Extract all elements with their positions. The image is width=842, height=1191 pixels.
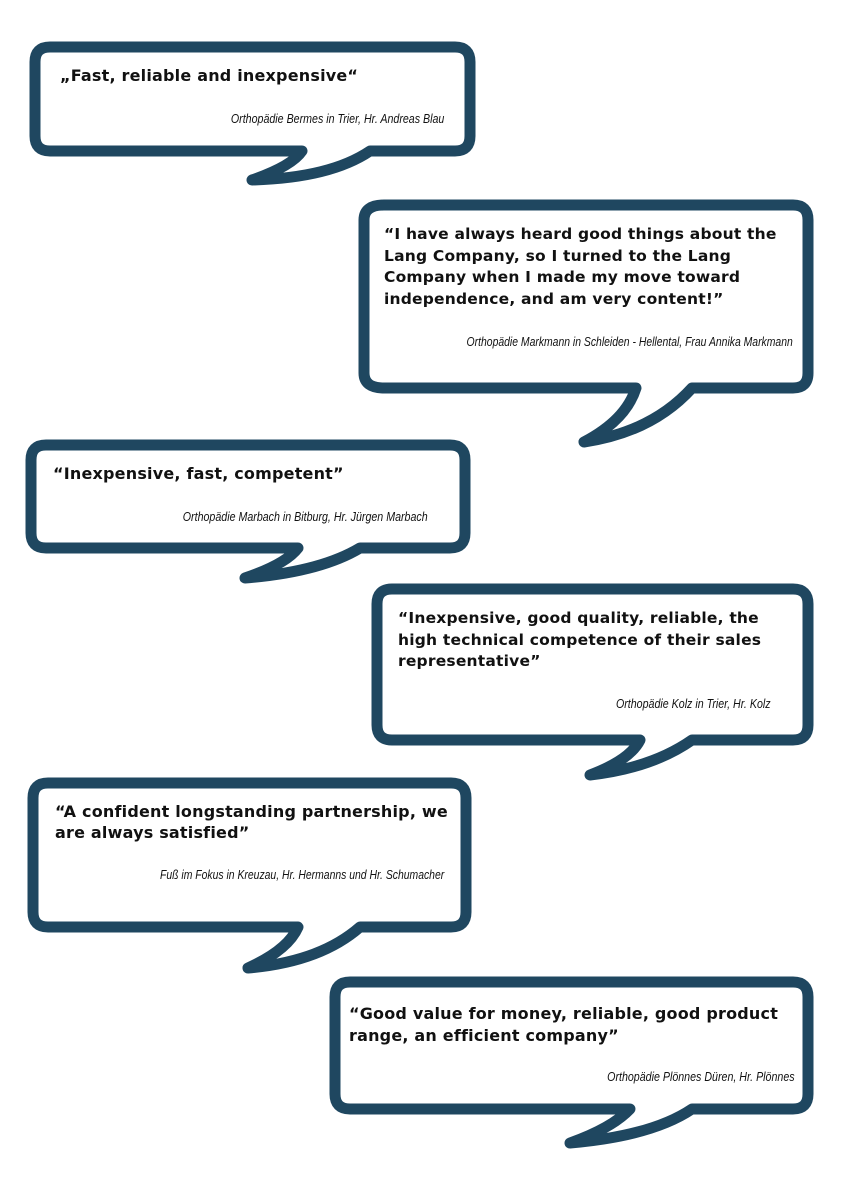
testimonial-quote: “Good value for money, reliable, good product range, an efficient company” — [349, 1004, 779, 1045]
testimonial-author: Fuß im Fokus in Kreuzau, Hr. Hermanns und Hr. Schumacher — [159, 867, 444, 882]
testimonial-author: Orthopädie Markmann in Schleiden - Hellental, Frau Annika Markmann — [466, 334, 793, 349]
testimonial-author: Orthopädie Plönnes Düren, Hr. Plönnes — [607, 1069, 795, 1084]
testimonial-quote: „Fast, reliable and inexpensive“ — [60, 66, 359, 85]
testimonial-quote: “Inexpensive, fast, competent” — [53, 464, 344, 483]
testimonial-quote: “A confident longstanding partnership, we are always satisfied” — [55, 802, 448, 842]
testimonial-author: Orthopädie Bermes in Trier, Hr. Andreas Blau — [230, 111, 444, 126]
testimonial-author: Orthopädie Kolz in Trier, Hr. Kolz — [616, 696, 771, 711]
testimonial-quote: “Inexpensive, good quality, reliable, the high technical competence of their sales representative” — [398, 609, 762, 670]
testimonial-author: Orthopädie Marbach in Bitburg, Hr. Jürgen Marbach — [183, 509, 428, 524]
testimonial-quote: “I have always heard good things about the Lang Company, so I turned to the Lang Company when I made my move toward independence, and am very content!” — [384, 225, 777, 308]
